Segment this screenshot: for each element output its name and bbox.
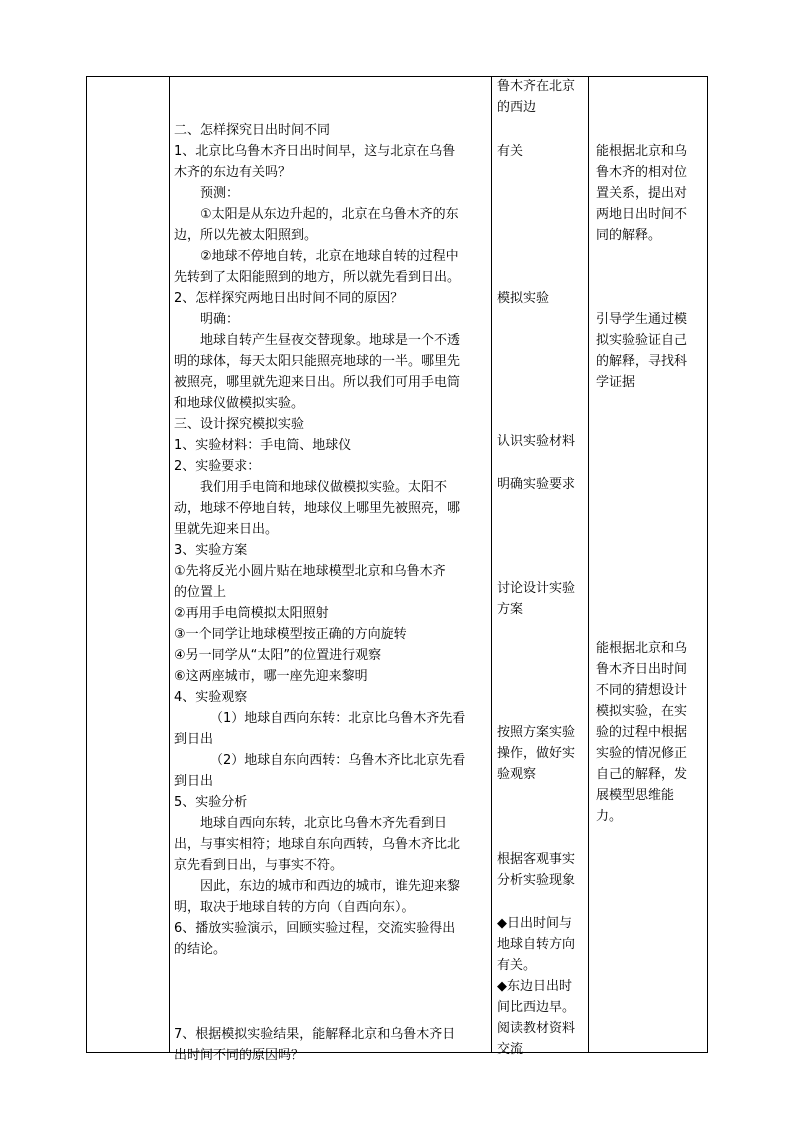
process-text-line: 出时间不同的原因吗？: [174, 1048, 305, 1063]
intent-text-line: 力。: [596, 809, 623, 824]
activity-text-line: 分析实验现象: [497, 873, 576, 888]
process-text-line: 三、设计探究模拟实验: [174, 417, 305, 432]
process-text-line: 2、怎样探究两地日出时间不同的原因？: [174, 291, 404, 306]
process-text-line: 的位置上: [174, 585, 227, 600]
process-text-line: ④另一同学从“太阳”的位置进行观察: [174, 648, 382, 663]
process-text-line: 我们用手电筒和地球仪做模拟实验。太阳不: [200, 480, 448, 495]
process-text-line: 到日出: [174, 732, 214, 747]
activity-text-line: 认识实验材料: [497, 434, 576, 449]
activity-text-line: 地球自转方向: [497, 937, 576, 952]
activity-text-line: 明确实验要求: [497, 477, 576, 492]
design-intent-cell: [589, 77, 707, 1052]
process-text-line: 2、实验要求：: [174, 459, 261, 474]
process-text-line: （2）地球自东向西转：乌鲁木齐比北京先看: [210, 753, 466, 768]
activity-text-line: 讨论设计实验: [497, 581, 576, 596]
activity-text-line: 有关。: [497, 958, 537, 973]
process-text-line: 二、怎样探究日出时间不同: [174, 123, 331, 138]
process-text-line: 里就先迎来日出。: [174, 522, 279, 537]
teaching-process-cell: [170, 77, 491, 1063]
student-activity-cell: [492, 77, 588, 1057]
process-text-line: 动，地球不停地自转，地球仪上哪里先被照亮，哪: [174, 501, 461, 516]
intent-text-line: 能根据北京和乌: [596, 641, 688, 656]
activity-text-line: 的西边: [497, 100, 537, 115]
process-text-line: 边，所以先被太阳照到。: [174, 228, 318, 243]
intent-text-line: 验的过程中根据: [596, 725, 688, 740]
process-text-line: ①太阳是从东边升起的，北京在乌鲁木齐的东: [200, 207, 459, 222]
process-text-line: 5、实验分析: [174, 795, 248, 810]
process-text-line: （1）地球自西向东转：北京比乌鲁木齐先看: [210, 711, 466, 726]
process-text-line: ⑥这两座城市，哪一座先迎来黎明: [174, 669, 368, 684]
activity-text-line: ◆日出时间与: [497, 916, 572, 931]
activity-text-line: 操作，做好实: [497, 746, 576, 761]
intent-text-line: 两地日出时间不: [596, 207, 688, 222]
intent-text-line: 的解释，寻找科: [596, 354, 688, 369]
activity-text-line: 验观察: [497, 767, 537, 782]
activity-text-line: 鲁木齐在北京: [497, 79, 576, 94]
process-text-line: ②地球不停地自转，北京在地球自转的过程中: [200, 249, 459, 264]
intent-text-line: 不同的猜想设计: [596, 683, 688, 698]
intent-text-line: 模拟实验，在实: [596, 704, 688, 719]
lesson-plan-table: [86, 76, 708, 1063]
process-text-line: 京先看到日出，与事实不符。: [174, 858, 344, 873]
activity-text-line: 模拟实验: [497, 291, 550, 306]
process-text-line: 地球自西向东转，北京比乌鲁木齐先看到日: [200, 816, 448, 831]
process-text-line: 1、实验材料：手电筒、地球仪: [174, 438, 352, 453]
process-text-line: 出，与事实相符；地球自东向西转，乌鲁木齐比北: [174, 837, 461, 852]
process-text-line: 3、实验方案: [174, 543, 248, 558]
process-text-line: 被照亮，哪里就先迎来日出。所以我们可用手电筒: [174, 375, 461, 390]
activity-text-line: 按照方案实验: [497, 725, 576, 740]
intent-text-line: 学证据: [596, 375, 636, 390]
process-text-line: 和地球仪做模拟实验。: [174, 396, 305, 411]
process-text-line: 到日出: [174, 774, 214, 789]
process-text-line: 明确：: [200, 312, 240, 327]
intent-text-line: 自己的解释，发: [596, 767, 688, 782]
intent-text-line: 能根据北京和乌: [596, 144, 688, 159]
process-text-line: 明的球体，每天太阳只能照亮地球的一半。哪里先: [174, 354, 461, 369]
process-text-line: ③一个同学让地球模型按正确的方向旋转: [174, 627, 407, 642]
process-text-line: 木齐的东边有关吗？: [174, 165, 292, 180]
blank-column-cell: [87, 77, 169, 1052]
process-text-line: ①先将反光小圆片贴在地球模型北京和乌鲁木齐: [174, 564, 446, 579]
activity-text-line: 有关: [497, 144, 524, 159]
process-text-line: 4、实验观察: [174, 690, 248, 705]
activity-text-line: ◆东边日出时: [497, 979, 572, 994]
process-text-line: ②再用手电筒模拟太阳照射: [174, 606, 329, 621]
activity-text-line: 交流: [497, 1042, 524, 1057]
intent-text-line: 鲁木齐的相对位: [596, 165, 688, 180]
intent-text-line: 鲁木齐日出时间: [596, 662, 688, 677]
intent-text-line: 展模型思维能: [596, 788, 675, 803]
process-text-line: 预测：: [200, 186, 240, 201]
process-text-line: 1、北京比乌鲁木齐日出时间早，这与北京在乌鲁: [174, 144, 456, 159]
process-text-line: 6、播放实验演示，回顾实验过程，交流实验得出: [174, 921, 456, 936]
process-text-line: 明，取决于地球自转的方向（自西向东）。: [174, 900, 415, 915]
intent-text-line: 同的解释。: [596, 228, 662, 243]
process-text-line: 7、根据模拟实验结果，能解释北京和乌鲁木齐日: [174, 1027, 456, 1042]
activity-text-line: 间比西边早。: [497, 1000, 576, 1015]
intent-text-line: 引导学生通过模: [596, 312, 688, 327]
activity-text-line: 方案: [497, 602, 524, 617]
intent-text-line: 拟实验验证自己: [596, 333, 688, 348]
intent-text-line: 实验的情况修正: [596, 746, 688, 761]
activity-text-line: 根据客观事实: [497, 852, 576, 867]
process-text-line: 的结论。: [174, 942, 227, 957]
process-text-line: 因此，东边的城市和西边的城市，谁先迎来黎: [200, 879, 461, 894]
intent-text-line: 置关系，提出对: [596, 186, 688, 201]
process-text-line: 地球自转产生昼夜交替现象。地球是一个不透: [200, 333, 461, 348]
process-text-line: 先转到了太阳能照到的地方，所以就先看到日出。: [174, 270, 461, 285]
activity-text-line: 阅读教材资料: [497, 1021, 576, 1036]
